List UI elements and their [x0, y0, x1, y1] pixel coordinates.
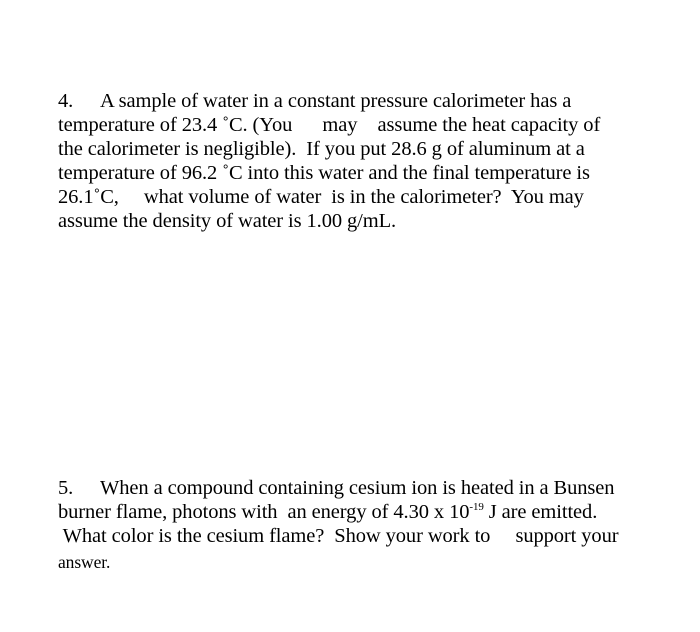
q5-text-2a: burner flame, photons with an energy of 4.30 x 10	[58, 501, 470, 523]
q4-line-2: temperature of 23.4 ˚C. (You may assume the heat capacity of	[58, 114, 601, 136]
q5-text-1: When a compound containing cesium ion is heated in a Bunsen	[100, 477, 615, 499]
q5-line-1	[58, 476, 614, 500]
q4-line-4: temperature of 96.2 ˚C into this water and the final temperature is	[58, 162, 590, 184]
q4-text-1: A sample of water in a constant pressure calorimeter has a	[100, 90, 572, 112]
q4-line-3: the calorimeter is negligible). If you put 28.6 g of aluminum at a	[58, 138, 585, 160]
q4-line-5: 26.1˚C, what volume of water is in the calorimeter? You may	[58, 186, 584, 208]
q5-exponent: -19	[469, 501, 484, 514]
q5-line-4: answer.	[58, 552, 111, 572]
q5-line-2	[58, 500, 597, 524]
q5-text-2b: J are emitted.	[483, 501, 598, 523]
q5-number: 5.	[58, 477, 74, 499]
q4-line-1	[58, 89, 571, 113]
q4-line-6: assume the density of water is 1.00 g/mL.	[58, 210, 397, 232]
q5-line-3: What color is the cesium flame? Show your work to support your	[58, 525, 619, 547]
q4-number: 4.	[58, 90, 74, 112]
